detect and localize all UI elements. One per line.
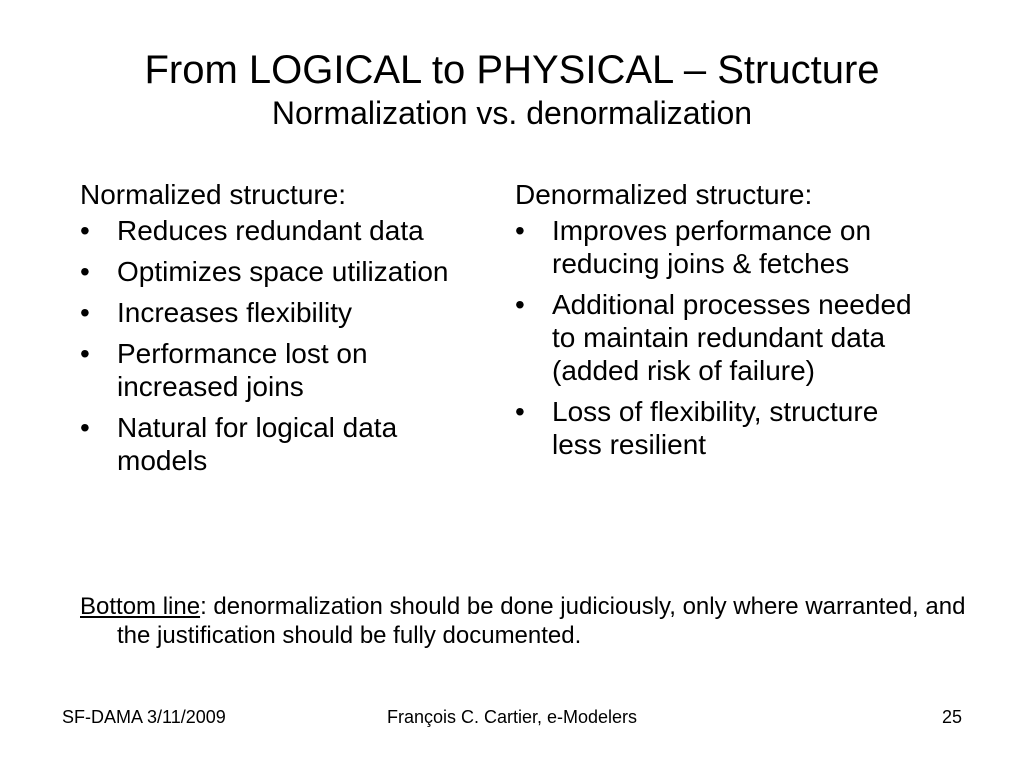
bullet-icon: • bbox=[80, 338, 90, 369]
list-item bbox=[80, 214, 480, 247]
list-item-text: Additional processes needed to maintain redundant data (added risk of failure) bbox=[552, 289, 912, 386]
bottom-line-label: Bottom line bbox=[80, 593, 201, 620]
list-item bbox=[80, 337, 480, 403]
bullet-icon: • bbox=[80, 412, 90, 443]
normalized-column bbox=[80, 178, 480, 485]
bullet-icon: • bbox=[80, 256, 90, 287]
list-item bbox=[80, 411, 480, 477]
normalized-heading: Normalized structure: bbox=[80, 179, 347, 210]
denormalized-column bbox=[515, 178, 915, 469]
bullet-icon: • bbox=[515, 215, 525, 246]
list-item bbox=[515, 395, 915, 461]
footer-author: François C. Cartier, e-Modelers bbox=[386, 707, 638, 727]
footer-event-date: SF-DAMA 3/11/2009 bbox=[62, 707, 226, 727]
denormalized-bullet-list bbox=[515, 214, 915, 461]
bullet-icon: • bbox=[80, 297, 90, 328]
page-number: 25 bbox=[941, 707, 962, 727]
list-item-text: Loss of flexibility, structure less resilient bbox=[552, 396, 879, 460]
list-item-text: Increases flexibility bbox=[117, 297, 352, 328]
list-item-text: Natural for logical data models bbox=[117, 412, 398, 476]
bullet-icon: • bbox=[515, 396, 525, 427]
slide-title: From LOGICAL to PHYSICAL – Structure bbox=[144, 48, 880, 92]
list-item-text: Improves performance on reducing joins & fetches bbox=[552, 215, 872, 279]
list-item bbox=[515, 288, 915, 387]
bullet-icon: • bbox=[515, 289, 525, 320]
bullet-icon: • bbox=[80, 215, 90, 246]
list-item bbox=[80, 296, 480, 329]
denormalized-heading: Denormalized structure: bbox=[515, 179, 813, 210]
bottom-line-text: : denormalization should be done judiciously, only where warranted, and the justification should be fully documented. bbox=[117, 593, 966, 649]
list-item-text: Reduces redundant data bbox=[117, 215, 424, 246]
list-item-text: Performance lost on increased joins bbox=[117, 338, 368, 402]
list-item bbox=[515, 214, 915, 280]
slide-subtitle: Normalization vs. denormalization bbox=[271, 95, 753, 131]
title-block bbox=[0, 46, 1024, 132]
bottom-line-note bbox=[80, 592, 987, 650]
normalized-bullet-list bbox=[80, 214, 480, 477]
list-item bbox=[80, 255, 480, 288]
list-item-text: Optimizes space utilization bbox=[117, 256, 449, 287]
